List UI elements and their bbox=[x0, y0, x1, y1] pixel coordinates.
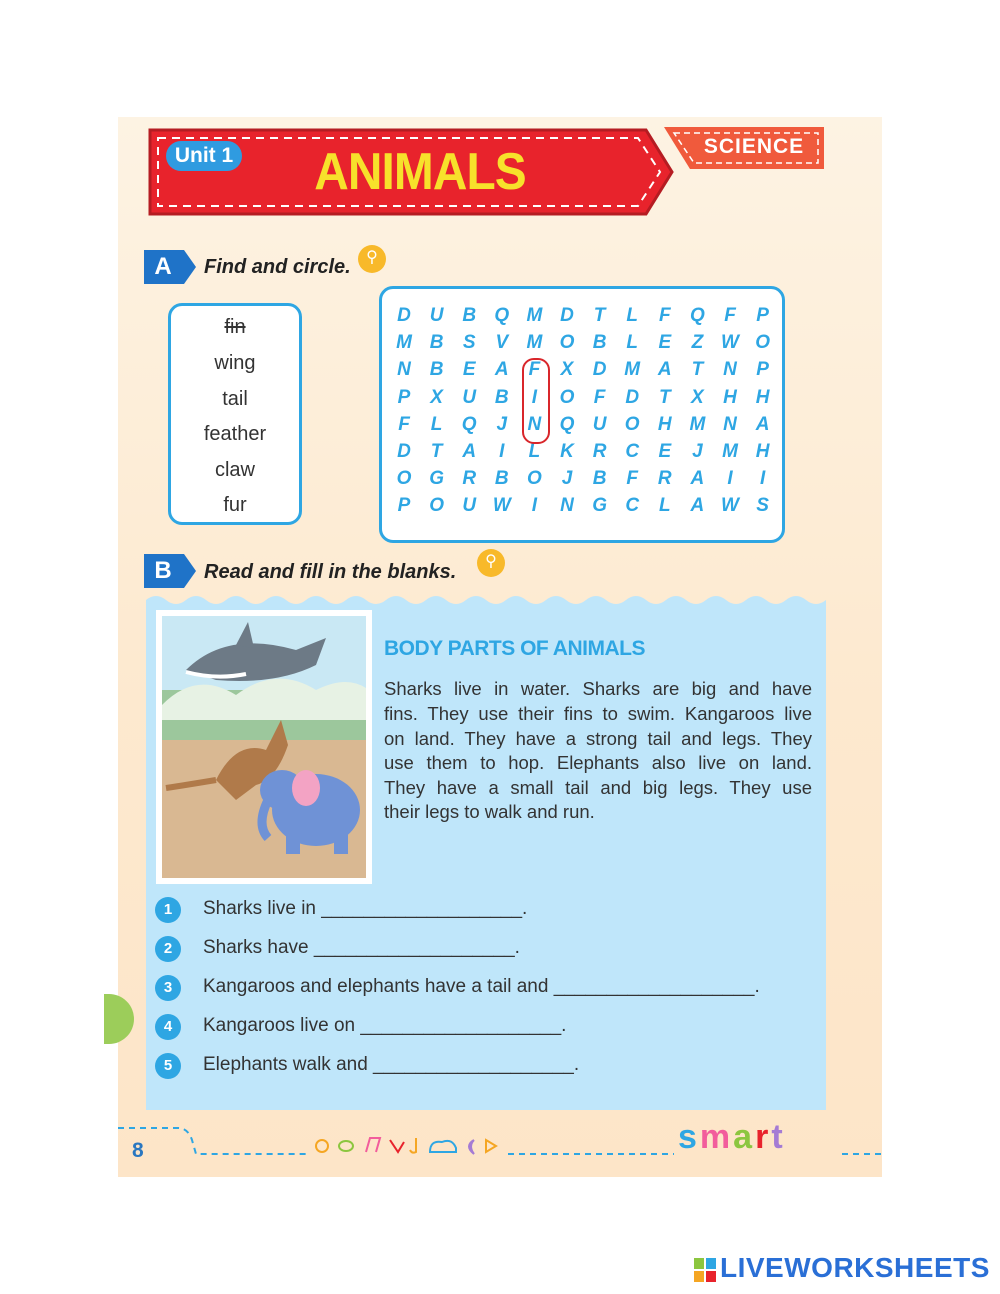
grid-letter[interactable]: H bbox=[723, 386, 737, 408]
grid-letter[interactable]: H bbox=[755, 386, 770, 408]
reading-line: Sharks live in water. Sharks are big and have bbox=[384, 678, 812, 699]
grid-letter[interactable]: P bbox=[397, 386, 411, 408]
word-item: fur bbox=[223, 494, 247, 516]
grid-letter[interactable]: M bbox=[526, 305, 543, 326]
grid-letter[interactable]: P bbox=[397, 495, 411, 517]
question-number: 3 bbox=[155, 975, 181, 1001]
animals-illustration bbox=[156, 610, 372, 884]
reading-line: use them to hop. Elephants also live on land. bbox=[384, 752, 812, 773]
question-number: 1 bbox=[155, 897, 181, 923]
grid-letter[interactable]: A bbox=[755, 413, 770, 435]
grid-letter[interactable]: U bbox=[592, 413, 607, 435]
grid-letter[interactable]: F bbox=[724, 305, 736, 326]
grid-letter[interactable]: R bbox=[592, 441, 607, 462]
key-icon[interactable]: ⚲ bbox=[477, 549, 505, 577]
unit-label: Unit 1 bbox=[166, 141, 242, 171]
grid-letter[interactable]: O bbox=[624, 413, 640, 435]
grid-letter[interactable]: F bbox=[593, 386, 606, 408]
grid-letter[interactable]: M bbox=[526, 332, 543, 354]
grid-letter[interactable]: B bbox=[494, 468, 509, 490]
grid-letter[interactable]: Q bbox=[559, 413, 575, 435]
key-icon[interactable]: ⚲ bbox=[358, 245, 386, 273]
grid-letter[interactable]: C bbox=[625, 495, 640, 517]
grid-letter[interactable]: M bbox=[722, 441, 738, 462]
grid-letter[interactable]: N bbox=[397, 359, 411, 381]
grid-letter[interactable]: I bbox=[531, 386, 538, 408]
grid-letter[interactable]: M bbox=[689, 413, 706, 435]
word-item: tail bbox=[222, 388, 248, 410]
grid-letter[interactable]: X bbox=[691, 386, 704, 408]
grid-letter[interactable]: D bbox=[560, 305, 574, 326]
grid-letter[interactable]: N bbox=[527, 413, 542, 435]
grid-letter[interactable]: S bbox=[756, 495, 769, 517]
grid-letter[interactable]: X bbox=[560, 359, 574, 381]
brand-letter: a bbox=[733, 1118, 756, 1156]
grid-letter[interactable]: M bbox=[624, 359, 641, 381]
grid-letter[interactable]: G bbox=[429, 468, 444, 490]
grid-letter[interactable]: A bbox=[690, 495, 705, 517]
grid-letter[interactable]: D bbox=[592, 359, 607, 381]
grid-letter[interactable]: A bbox=[657, 359, 672, 381]
reading-line: They have a small tail and big legs. They use bbox=[384, 777, 812, 798]
grid-letter[interactable]: W bbox=[721, 495, 739, 517]
question-text[interactable]: Kangaroos and elephants have a tail and ___________________. bbox=[203, 976, 760, 997]
grid-letter[interactable]: N bbox=[723, 359, 737, 381]
question-text[interactable]: Elephants walk and ___________________. bbox=[203, 1054, 580, 1075]
word-item: wing bbox=[214, 352, 256, 374]
grid-letter[interactable]: A bbox=[462, 441, 477, 462]
page-number: 8 bbox=[132, 1139, 144, 1162]
grid-letter[interactable]: B bbox=[462, 305, 477, 326]
grid-letter[interactable]: B bbox=[592, 332, 607, 354]
brand-letter: t bbox=[771, 1118, 786, 1156]
grid-letter[interactable]: B bbox=[429, 332, 444, 354]
grid-letter[interactable]: B bbox=[592, 468, 607, 490]
grid-letter[interactable]: O bbox=[559, 386, 575, 408]
grid-letter[interactable]: B bbox=[494, 386, 509, 408]
grid-letter[interactable]: V bbox=[495, 332, 509, 354]
grid-letter[interactable]: X bbox=[430, 386, 443, 408]
grid-letter[interactable]: H bbox=[755, 441, 770, 462]
grid-letter[interactable]: R bbox=[462, 468, 477, 490]
grid-letter[interactable]: U bbox=[462, 495, 477, 517]
brand-letter: s bbox=[678, 1118, 700, 1156]
grid-letter[interactable]: Z bbox=[691, 332, 704, 354]
grid-letter[interactable]: I bbox=[531, 495, 538, 517]
question-number: 4 bbox=[155, 1014, 181, 1040]
grid-letter[interactable]: T bbox=[658, 386, 671, 408]
grid-letter[interactable]: A bbox=[690, 468, 705, 490]
grid-letter[interactable]: O bbox=[755, 332, 770, 354]
grid-letter[interactable]: P bbox=[756, 305, 769, 326]
word-item: feather bbox=[203, 423, 267, 445]
liveworksheets-logo-icon bbox=[694, 1258, 716, 1282]
word-item: fin bbox=[224, 316, 246, 338]
question-number: 2 bbox=[155, 936, 181, 962]
question-text[interactable]: Sharks have ___________________. bbox=[203, 937, 520, 958]
brand-logo bbox=[678, 1118, 786, 1157]
section-b-instruction: Read and fill in the blanks. bbox=[204, 561, 457, 583]
grid-letter[interactable]: D bbox=[625, 386, 640, 408]
brand-letter: m bbox=[699, 1118, 734, 1156]
grid-letter[interactable]: K bbox=[560, 441, 574, 462]
subject-label: SCIENCE bbox=[703, 135, 805, 158]
grid-letter[interactable]: F bbox=[398, 413, 410, 435]
grid-letter[interactable]: I bbox=[727, 468, 733, 490]
question-text[interactable]: Sharks live in ___________________. bbox=[203, 898, 528, 919]
section-a-letter: A bbox=[154, 253, 172, 280]
grid-letter[interactable]: R bbox=[657, 468, 672, 490]
grid-letter[interactable]: P bbox=[756, 359, 769, 381]
grid-letter[interactable]: T bbox=[691, 359, 704, 381]
grid-letter[interactable]: Q bbox=[461, 413, 477, 435]
liveworksheets-watermark[interactable]: LIVEWORKSHEETS bbox=[720, 1252, 990, 1283]
grid-letter[interactable]: N bbox=[723, 413, 737, 435]
grid-letter[interactable]: C bbox=[625, 441, 640, 462]
grid-letter[interactable]: B bbox=[429, 359, 444, 381]
grid-letter[interactable]: T bbox=[430, 441, 443, 462]
grid-letter[interactable]: U bbox=[462, 386, 477, 408]
section-a-instruction: Find and circle. bbox=[204, 256, 351, 278]
grid-letter[interactable]: E bbox=[658, 332, 672, 354]
grid-letter[interactable]: T bbox=[593, 305, 606, 326]
grid-letter[interactable]: F bbox=[528, 359, 541, 381]
found-word-circle[interactable] bbox=[522, 358, 550, 444]
grid-letter[interactable]: A bbox=[494, 359, 509, 381]
grid-letter[interactable]: W bbox=[721, 332, 739, 354]
question-number: 5 bbox=[155, 1053, 181, 1079]
reading-title: BODY PARTS OF ANIMALS bbox=[384, 637, 645, 660]
reading-line: on land. They have a strong tail and legs. They bbox=[384, 728, 812, 749]
grid-letter[interactable]: L bbox=[626, 332, 638, 354]
grid-letter[interactable]: J bbox=[692, 441, 703, 462]
grid-letter[interactable]: J bbox=[496, 413, 508, 435]
grid-letter[interactable]: D bbox=[397, 305, 411, 326]
section-b-letter: B bbox=[154, 557, 172, 584]
grid-letter[interactable]: W bbox=[492, 495, 511, 517]
grid-letter[interactable]: L bbox=[658, 495, 671, 517]
grid-letter[interactable]: I bbox=[759, 468, 766, 490]
grid-letter[interactable]: S bbox=[462, 332, 476, 354]
grid-letter[interactable]: M bbox=[396, 332, 412, 354]
grid-letter[interactable]: J bbox=[561, 468, 573, 490]
page-title: ANIMALS bbox=[314, 143, 526, 201]
grid-letter[interactable]: Q bbox=[494, 305, 510, 326]
grid-letter[interactable]: O bbox=[396, 468, 412, 490]
question-text[interactable]: Kangaroos live on ___________________. bbox=[203, 1015, 567, 1036]
reading-line: their legs to walk and run. bbox=[384, 801, 595, 822]
grid-letter[interactable]: L bbox=[430, 413, 443, 435]
grid-letter[interactable]: L bbox=[528, 441, 541, 462]
grid-letter[interactable]: N bbox=[560, 495, 574, 517]
grid-letter[interactable]: F bbox=[626, 468, 638, 490]
grid-letter[interactable]: O bbox=[429, 495, 444, 517]
grid-letter[interactable]: E bbox=[462, 359, 476, 381]
grid-letter[interactable]: D bbox=[397, 441, 411, 462]
grid-letter[interactable]: Q bbox=[690, 305, 705, 326]
grid-letter[interactable]: H bbox=[657, 413, 672, 435]
grid-letter[interactable]: U bbox=[429, 305, 444, 326]
grid-letter[interactable]: L bbox=[626, 305, 638, 326]
word-item: claw bbox=[214, 459, 255, 481]
grid-letter[interactable]: O bbox=[527, 468, 542, 490]
brand-letter: r bbox=[755, 1118, 772, 1156]
grid-letter[interactable]: E bbox=[658, 441, 672, 462]
grid-letter[interactable]: G bbox=[592, 495, 607, 517]
reading-line: fins. They use their fins to swim. Kangaroos live bbox=[384, 703, 812, 724]
word-list bbox=[168, 303, 302, 525]
grid-letter[interactable]: O bbox=[559, 332, 575, 354]
grid-letter[interactable]: I bbox=[499, 441, 505, 462]
grid-letter[interactable]: F bbox=[658, 305, 671, 326]
